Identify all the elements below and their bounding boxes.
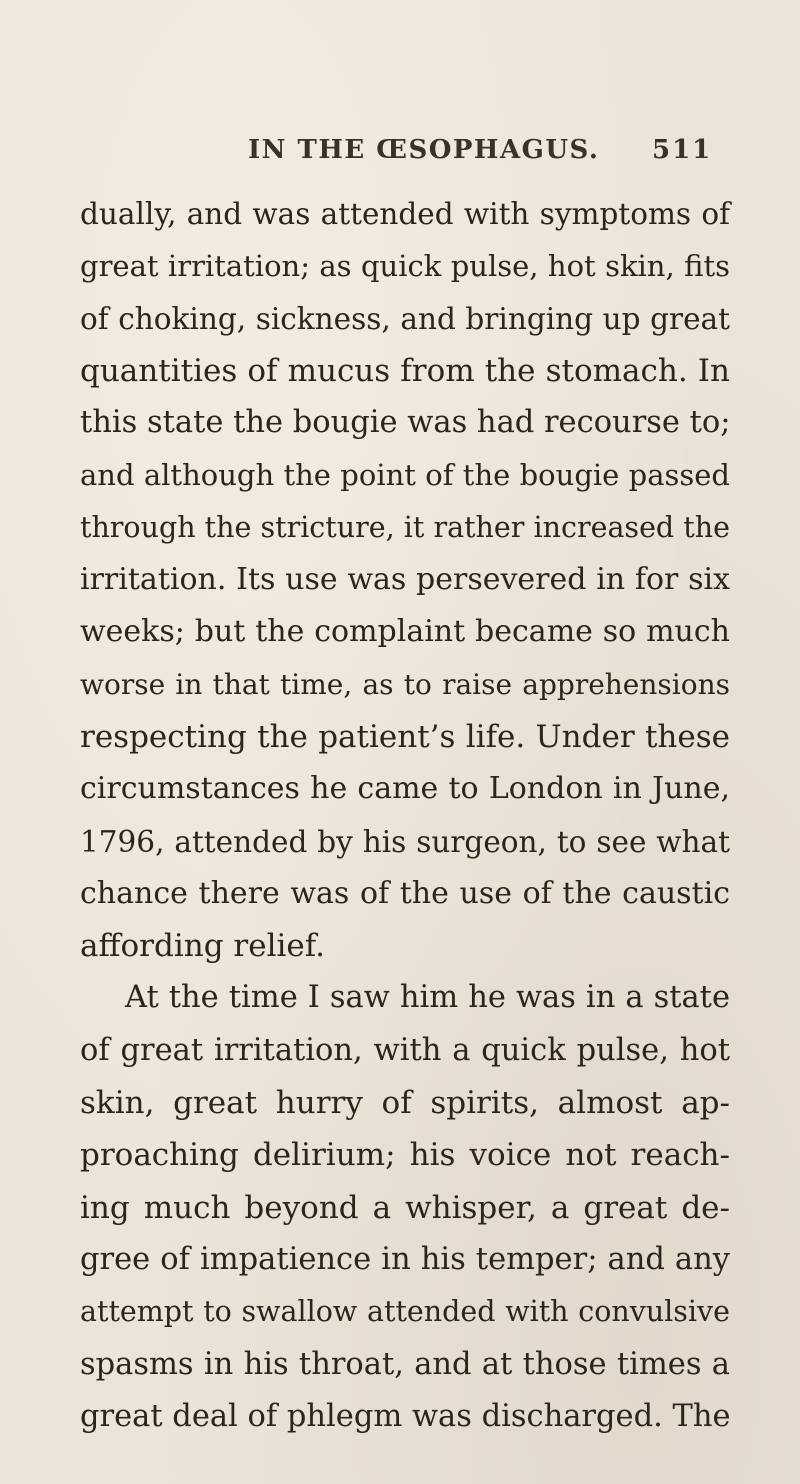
- text-line: this state the bougie was had recourse to;: [80, 405, 731, 441]
- text-line: of choking, sickness, and bringing up great: [80, 301, 730, 336]
- paragraph-start-line: At the time I saw him he was in a state: [125, 980, 730, 1016]
- text-line: great irritation; as quick pulse, hot skin, fits: [80, 249, 730, 284]
- text-line: through the stricture, it rather increased the: [80, 510, 730, 544]
- text-line: respecting the patient’s life. Under these: [80, 718, 730, 755]
- text-line: dually, and was attended with symptoms of: [80, 197, 730, 231]
- text-line: quantities of mucus from the stomach. In: [80, 352, 730, 389]
- running-title: IN THE ŒSOPHAGUS.: [248, 135, 600, 165]
- page-number: 511: [652, 135, 713, 165]
- text-line: worse in that time, as to raise apprehensions: [80, 667, 730, 701]
- text-line: gree of impatience in his temper; and any: [80, 1241, 730, 1277]
- text-line: spasms in his throat, and at those times a: [80, 1346, 730, 1382]
- text-line: weeks; but the complaint became so much: [80, 614, 730, 650]
- paragraph-end-line: affording relief.: [80, 928, 325, 965]
- text-line: circumstances he came to London in June,: [80, 771, 730, 807]
- text-line: ing much beyond a whisper, a great de-: [80, 1189, 730, 1226]
- text-line: skin, great hurry of spirits, almost ap-: [80, 1085, 730, 1122]
- text-line: great deal of phlegm was discharged. The: [80, 1398, 731, 1434]
- text-line: of great irritation, with a quick pulse, hot: [80, 1032, 730, 1068]
- text-line: and although the point of the bougie passed: [80, 458, 730, 493]
- text-line: irritation. Its use was persevered in for six: [80, 562, 730, 598]
- text-line: proaching delirium; his voice not reach-: [80, 1137, 730, 1174]
- text-line: chance there was of the use of the caustic: [80, 875, 730, 911]
- text-line: 1796, attended by his surgeon, to see what: [80, 824, 730, 859]
- text-line: attempt to swallow attended with convulsive: [80, 1295, 730, 1329]
- body-text: [80, 188, 730, 1443]
- running-head: [0, 135, 800, 175]
